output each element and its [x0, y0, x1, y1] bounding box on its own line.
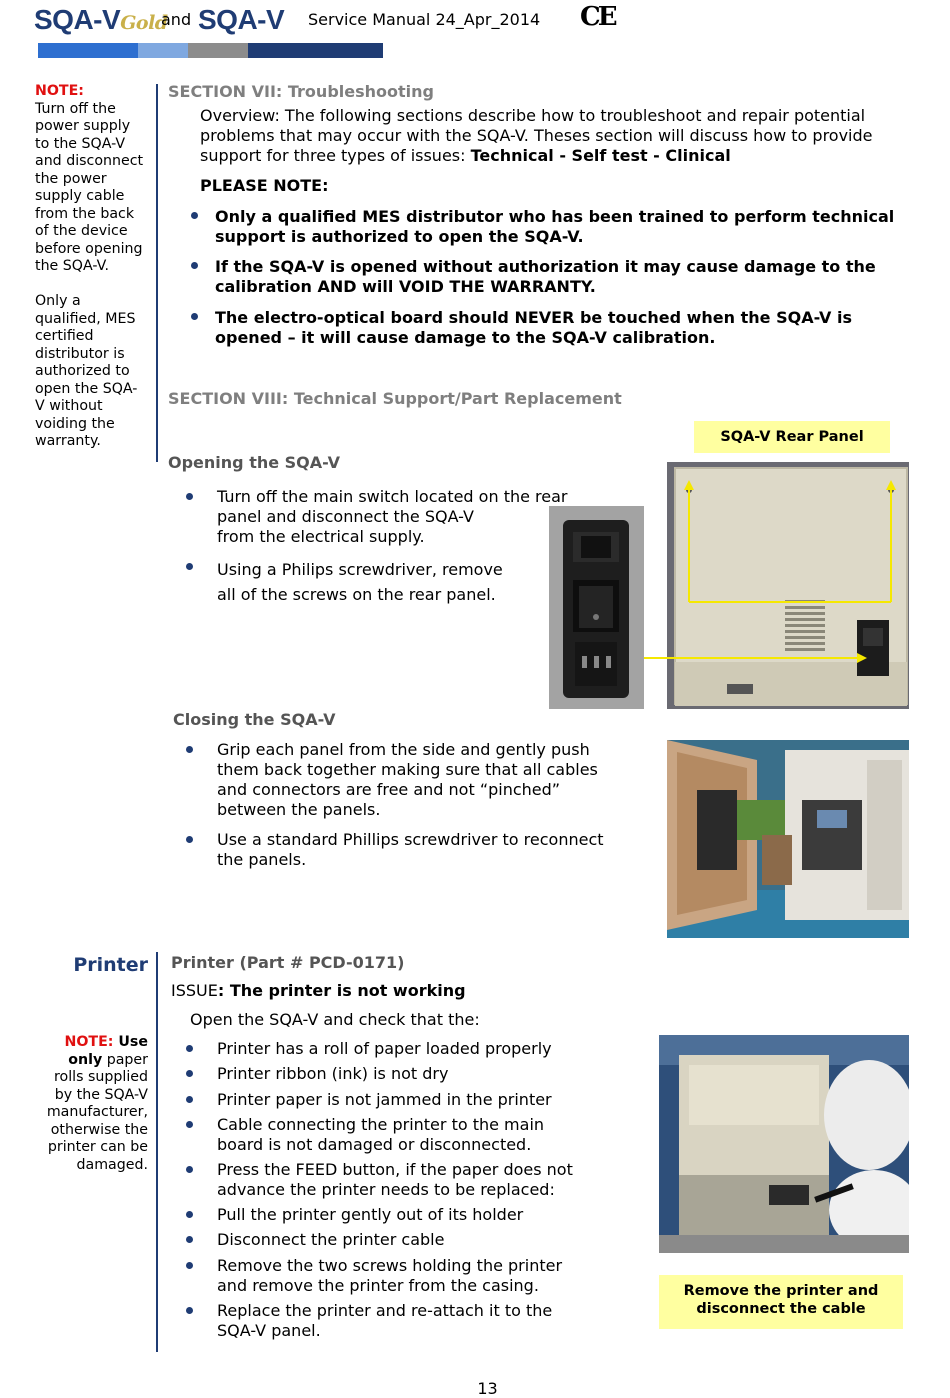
bullet-line: The electro-optical board should NEVER be touched when the SQA-V is: [215, 308, 853, 327]
sidebar-divider-bottom: [156, 952, 158, 1352]
sidebar-printer-heading: Printer: [73, 954, 148, 976]
note-line: before opening: [35, 240, 143, 257]
note-line: the power: [35, 170, 107, 187]
bullet-line: If the SQA-V is opened without authorization it may cause damage to the: [215, 257, 876, 276]
overview-line: problems that may occur with the SQA-V. Theses section will discuss how to provide: [200, 126, 873, 145]
printer-caption: [659, 1275, 903, 1329]
rear-panel-illustration: [667, 462, 909, 709]
note-line: warranty.: [35, 433, 101, 449]
note-line: damaged.: [76, 1156, 148, 1173]
ce-mark: CE: [580, 2, 615, 32]
bullet-line: Use a standard Phillips screwdriver to reconnect: [217, 830, 604, 849]
bullet-line: and connectors are free and not “pinched”: [217, 780, 561, 799]
note-line: certified: [35, 328, 94, 344]
note-line: distributor is: [35, 345, 125, 362]
bullet-line: all of the screws on the rear panel.: [217, 585, 496, 604]
bullet-line: calibration AND will VOID THE WARRANTY.: [215, 277, 596, 296]
closing-bullet: [217, 830, 647, 870]
note-label: NOTE:: [35, 83, 84, 99]
header-and: and: [161, 10, 192, 29]
sidebar-note-power: [35, 83, 153, 451]
overview-line: support for three types of issues:: [200, 146, 471, 165]
issue-types: Technical - Self test - Clinical: [470, 146, 731, 165]
bullet-dot: [186, 1211, 193, 1218]
note-line: supply cable: [35, 188, 125, 204]
note-line: of the device: [35, 223, 128, 239]
bullet-line: Turn off the main switch located on the rear: [217, 487, 568, 506]
bullet-dot: [191, 212, 198, 219]
bullet-line: and remove the printer from the casing.: [217, 1276, 539, 1295]
section-vii-title: SECTION VII: Troubleshooting: [168, 82, 434, 101]
power-switch-photo: [549, 506, 644, 709]
header-title: Service Manual 24_Apr_2014: [308, 10, 541, 29]
bullet-dot: [186, 746, 193, 753]
bullet-dot: [186, 1166, 193, 1173]
bullet-dot: [191, 313, 198, 320]
logo-sqa-v-gold: [34, 4, 168, 36]
note-line: from the back: [35, 205, 135, 222]
bullet-line: the panels.: [217, 850, 307, 869]
printer-title: Printer (Part # PCD-0171): [171, 953, 405, 972]
header-bar-gray: [188, 43, 248, 58]
rear-panel-photo: [667, 462, 909, 709]
bullet-line: opened – it will cause damage to the SQA-V calibration.: [215, 328, 716, 347]
note-line: printer can be: [47, 1139, 148, 1155]
printer-bullet: Printer ribbon (ink) is not dry: [217, 1064, 449, 1083]
printer-removal-illustration: [659, 1035, 909, 1253]
open-device-illustration: [667, 740, 909, 938]
power-switch-illustration: [549, 506, 644, 709]
printer-bullet: [217, 1301, 552, 1341]
bullet-dot: [186, 1307, 193, 1314]
printer-bullet: Printer paper is not jammed in the printer: [217, 1090, 552, 1109]
note-line: to the SQA-V: [35, 135, 126, 152]
note-emphasis: only: [68, 1051, 103, 1068]
caption-line: Remove the printer and: [683, 1283, 879, 1299]
note-label: NOTE:: [64, 1034, 114, 1050]
issue-line: [171, 981, 466, 1001]
note-line: authorized to: [35, 363, 130, 379]
please-note-label: PLEASE NOTE:: [200, 176, 329, 195]
note-line: rolls supplied: [54, 1069, 148, 1085]
bullet-dot: [186, 1262, 193, 1269]
printer-bullet: [217, 1256, 562, 1296]
overview-line: Overview: The following sections describe how to troubleshoot and repair potential: [200, 106, 866, 125]
bullet-line: from the electrical supply.: [217, 527, 425, 546]
note-line: the SQA-V.: [35, 258, 110, 274]
bullet-line: Grip each panel from the side and gently push: [217, 740, 590, 759]
note-line: and disconnect: [35, 153, 144, 169]
caption-line: disconnect the cable: [696, 1300, 866, 1317]
bullet-dot: [186, 1121, 193, 1128]
logo-gold-script: Gold: [120, 12, 168, 34]
bullet-line: advance the printer needs to be replaced:: [217, 1180, 555, 1199]
bullet-dot: [186, 1096, 193, 1103]
note-line: V without: [35, 398, 103, 414]
bullet-line: board is not damaged or disconnected.: [217, 1135, 532, 1154]
printer-bullet: [217, 1115, 544, 1155]
header-bar-blue: [38, 43, 138, 58]
bullet-dot: [186, 1070, 193, 1077]
opening-bullet: [217, 487, 587, 547]
note-emphasis: Use: [113, 1034, 148, 1050]
note-line: voiding the: [35, 415, 115, 432]
printer-bullet: Disconnect the printer cable: [217, 1230, 445, 1249]
sidebar-note-paper: [30, 1034, 148, 1174]
overview-paragraph: [200, 106, 920, 166]
page-number: 13: [477, 1379, 498, 1398]
printer-intro: Open the SQA-V and check that the:: [190, 1010, 480, 1029]
note-line: paper: [102, 1051, 148, 1068]
closing-title: Closing the SQA-V: [173, 710, 336, 729]
open-device-photo: [667, 740, 909, 938]
header-bar-lightblue: [138, 43, 188, 58]
header-bar-navy: [248, 43, 383, 58]
note-line: otherwise the: [50, 1121, 148, 1138]
bullet-dot: [186, 563, 193, 570]
bullet-line: them back together making sure that all cables: [217, 760, 598, 779]
note-bullet: [215, 207, 925, 247]
bullet-line: Only a qualified MES distributor who has been trained to perform technical: [215, 207, 895, 226]
opening-title: Opening the SQA-V: [168, 453, 341, 472]
note-line: manufacturer,: [46, 1104, 148, 1120]
logo-sqa-v: SQA-V: [198, 4, 285, 35]
note-line: power supply: [35, 118, 131, 134]
logo-text: SQA-V: [34, 4, 121, 35]
printer-photo: [659, 1035, 909, 1253]
printer-bullet: [217, 1160, 573, 1200]
section-viii-title: SECTION VIII: Technical Support/Part Replacement: [168, 389, 622, 408]
bullet-line: panel and disconnect the SQA-V: [217, 507, 474, 526]
bullet-line: Using a Philips screwdriver, remove: [217, 560, 503, 579]
bullet-dot: [186, 493, 193, 500]
bullet-line: Replace the printer and re-attach it to the: [217, 1301, 553, 1320]
rear-panel-label: SQA-V Rear Panel: [694, 421, 890, 453]
note-line: open the SQA-: [35, 380, 138, 397]
bullet-dot: [191, 262, 198, 269]
bullet-line: Cable connecting the printer to the main: [217, 1115, 545, 1134]
bullet-line: between the panels.: [217, 800, 381, 819]
issue-text: : The printer is not working: [217, 981, 466, 1000]
note-line: Only a: [35, 293, 81, 309]
note-line: Turn off the: [35, 100, 116, 117]
sidebar-divider-top: [156, 84, 158, 462]
note-bullet: [215, 308, 925, 348]
note-line: qualified, MES: [35, 310, 136, 327]
pointer-line: [644, 657, 669, 659]
bullet-dot: [186, 836, 193, 843]
bullet-line: Press the FEED button, if the paper does not: [217, 1160, 573, 1179]
issue-prefix: ISSUE: [171, 981, 218, 1000]
bullet-dot: [186, 1236, 193, 1243]
closing-bullet: [217, 740, 647, 820]
bullet-line: Remove the two screws holding the printer: [217, 1256, 563, 1275]
bullet-dot: [186, 1045, 193, 1052]
opening-bullet: [217, 557, 547, 607]
note-bullet: [215, 257, 925, 297]
bullet-line: SQA-V panel.: [217, 1321, 321, 1340]
printer-bullet: Pull the printer gently out of its holder: [217, 1205, 524, 1224]
note-line: by the SQA-V: [54, 1086, 148, 1103]
bullet-line: support is authorized to open the SQA-V.: [215, 227, 584, 246]
printer-bullet: Printer has a roll of paper loaded properly: [217, 1039, 552, 1058]
